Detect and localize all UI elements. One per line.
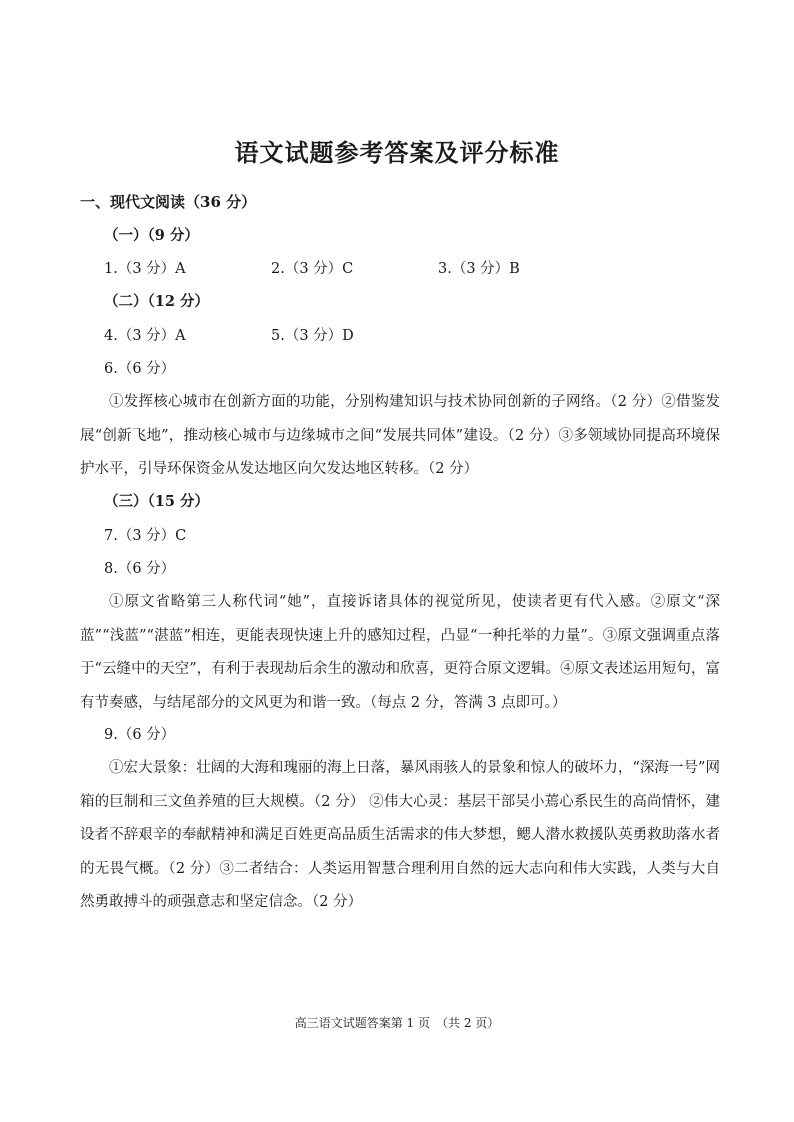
answer-q7: 7.（3 分）C (104, 528, 187, 544)
answer-q5: 5.（3 分）D (271, 328, 354, 344)
part3-heading: （三）（15 分） (104, 493, 209, 510)
answer-q4: 4.（3 分）A (104, 328, 186, 344)
q9-answer-text: ①宏大景象：壮阔的大海和瑰丽的海上日落，暴风雨骇人的景象和惊人的破坏力，“深海一号”网箱的巨制和三文鱼养殖的巨大规模。（2 分） ②伟大心灵：基层干部吴小蔫心系民生的高尚情怀，建设者不辞艰辛的奉献精神和满足百姓更高品质生活需求的伟大梦想，鳃人潜水救援队英勇救助落水者的无畏气概。（2 分）③二者结合：人类运用智慧合理利用自然的远大志向和伟大实践，人类与大自然勇敢搏斗的顽强意志和坚定信念。（2 分） (80, 760, 720, 910)
q9-label: 9.（6 分） (104, 727, 176, 743)
answer-q3: 3.（3 分）B (438, 261, 520, 277)
page-footer: 高三语文试题答案第 1 页 （共 2 页） (294, 1016, 500, 1030)
q8-label: 8.（6 分） (104, 561, 176, 577)
q6-label: 6.（6 分） (104, 361, 176, 377)
part2-heading: （二）（12 分） (104, 293, 209, 310)
answer-q1: 1.（3 分）A (104, 261, 186, 277)
section-heading-reading: 一、现代文阅读（36 分） (80, 193, 257, 211)
answer-q2: 2.（3 分）C (271, 261, 354, 277)
q8-answer-text: ①原文省略第三人称代词“她”，直接诉诸具体的视觉所见，使读者更有代入感。②原文“深蓝”“浅蓝”“湛蓝”相连，更能表现快速上升的感知过程，凸显“一种托举的力量”。③原文强调重点落于“云缝中的天空”，有利于表现劫后余生的激动和欣喜，更符合原文逻辑。④原文表述运用短句，富有节奏感，与结尾部分的文风更为和谐一致。（每点 2 分，答满 3 点即可。） (80, 594, 720, 711)
q6-answer-text: ①发挥核心城市在创新方面的功能，分别构建知识与技术协同创新的子网络。（2 分）②借鉴发展“创新飞地”，推动核心城市与边缘城市之间“发展共同体”建设。（2 分）③多领域协同提高环境保护水平，引导环保资金从发达地区向欠发达地区转移。（2 分） (80, 394, 720, 477)
part1-heading: （一）（9 分） (104, 227, 199, 244)
page-title: 语文试题参考答案及评分标准 (234, 138, 560, 167)
